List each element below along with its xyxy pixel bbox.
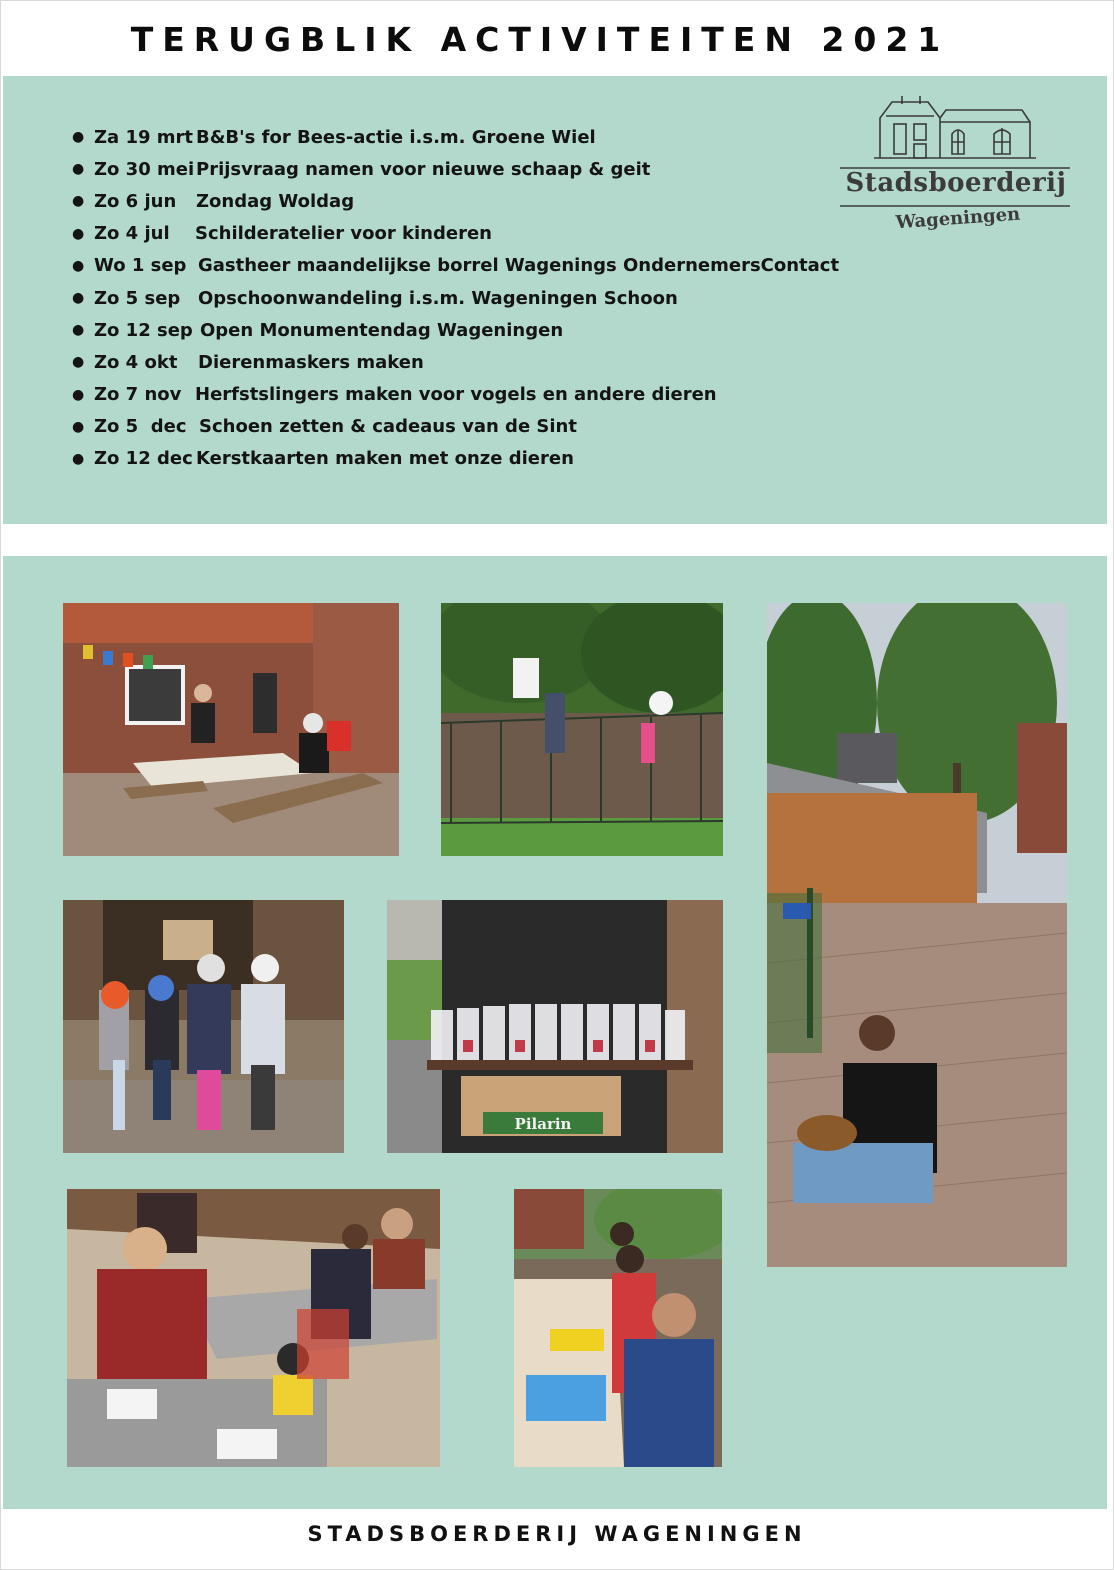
- event-item: [72, 121, 839, 153]
- bullet-icon: ●: [72, 354, 85, 371]
- event-description: Opschoonwandeling i.s.m. Wageningen Schoon: [198, 287, 678, 309]
- event-description: Dierenmaskers maken: [198, 351, 424, 373]
- event-date: Zo 5 dec: [94, 416, 187, 438]
- bullet-icon: ●: [72, 418, 85, 435]
- bullet-icon: ●: [72, 450, 85, 467]
- event-item: [72, 346, 839, 378]
- event-date: Wo 1 sep: [94, 255, 187, 277]
- event-list: [72, 121, 839, 475]
- bullet-icon: ●: [72, 193, 85, 210]
- event-description: Zondag Woldag: [196, 190, 355, 212]
- photo-garden-fence: [441, 603, 723, 856]
- bullet-icon: ●: [72, 386, 85, 403]
- event-item: [72, 282, 839, 314]
- event-description: Schoen zetten & cadeaus van de Sint: [199, 416, 577, 438]
- photo-picnic-table: [63, 603, 399, 856]
- event-date: Za 19 mrt: [94, 126, 194, 148]
- event-description: Herfstslingers maken voor vogels en andere dieren: [195, 384, 717, 406]
- photo-courtyard-chicken: [767, 603, 1067, 1267]
- event-item: [72, 443, 839, 475]
- photo-painting: [514, 1189, 722, 1467]
- bullet-icon: ●: [72, 257, 85, 274]
- event-date: Zo 30 mei: [94, 158, 195, 180]
- event-item: [72, 153, 839, 185]
- event-date: Zo 4 okt: [94, 351, 178, 373]
- logo-name: Stadsboerderij: [845, 168, 1067, 198]
- event-date: Zo 4 jul: [94, 223, 170, 245]
- event-description: B&B's for Bees-actie i.s.m. Groene Wiel: [196, 126, 596, 148]
- event-item: [72, 185, 839, 217]
- footer-text: STADSBOERDERIJ WAGENINGEN: [307, 1522, 807, 1546]
- event-date: Zo 12 dec: [94, 448, 193, 470]
- bullet-icon: ●: [72, 225, 85, 242]
- event-item: [72, 411, 839, 443]
- event-description: Kerstkaarten maken met onze dieren: [196, 448, 574, 470]
- event-description: Prijsvraag namen voor nieuwe schaap & geit: [196, 158, 651, 180]
- photo-christmas-cards: [67, 1189, 440, 1467]
- bullet-icon: ●: [72, 161, 85, 178]
- event-item: [72, 379, 839, 411]
- event-item: [72, 218, 839, 250]
- event-date: Zo 7 nov: [94, 384, 182, 406]
- event-date: Zo 6 jun: [94, 190, 177, 212]
- event-date: Zo 12 sep: [94, 319, 193, 341]
- event-item: [72, 250, 839, 282]
- event-date: Zo 5 sep: [94, 287, 181, 309]
- bullet-icon: ●: [72, 322, 85, 339]
- event-description: Gastheer maandelijkse borrel Wagenings OndernemersContact: [198, 255, 840, 277]
- event-item: [72, 314, 839, 346]
- photo-animal-masks: [63, 900, 344, 1153]
- logo-subtitle: Wageningen: [895, 203, 1021, 234]
- page-title: TERUGBLIK ACTIVITEITEN 2021: [130, 20, 950, 59]
- event-description: Open Monumentendag Wageningen: [200, 319, 564, 341]
- photo-gift-bags: [387, 900, 723, 1153]
- bullet-icon: ●: [72, 290, 85, 307]
- event-description: Schilderatelier voor kinderen: [195, 223, 492, 245]
- crate-label: Pilarin: [514, 1115, 572, 1133]
- bullet-icon: ●: [72, 129, 85, 146]
